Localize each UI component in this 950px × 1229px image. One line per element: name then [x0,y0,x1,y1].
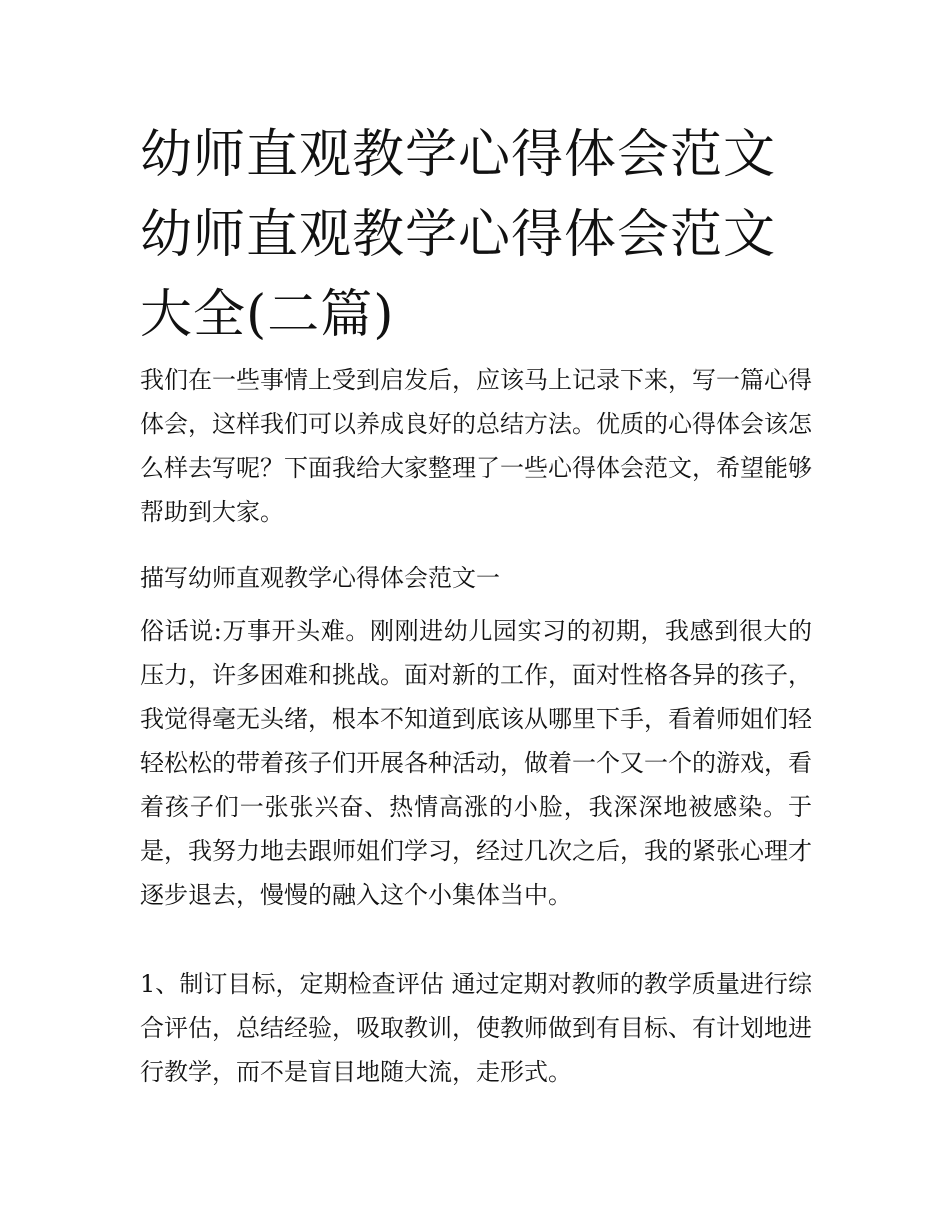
numbered-item: 1、制订目标，定期检查评估 通过定期对教师的教学质量进行综合评估，总结经验，吸取教训，使教师做到有目标、有计划地进行教学，而不是盲目地随大流，走形式。 [140,970,812,1086]
document-title: 幼师直观教学心得体会范文 幼师直观教学心得体会范文大全(二篇) [140,125,777,345]
section-heading: 描写幼师直观教学心得体会范文一 [140,564,500,592]
intro-paragraph: 我们在一些事情上受到启发后，应该马上记录下来，写一篇心得体会，这样我们可以养成良好的总结方法。优质的心得体会该怎么样去写呢？下面我给大家整理了一些心得体会范文，希望能够帮助到大家。 [140,366,812,526]
body-paragraph: 俗话说:万事开头难。刚刚进幼儿园实习的初期，我感到很大的压力，许多困难和挑战。面对新的工作，面对性格各异的孩子，我觉得毫无头绪，根本不知道到底该从哪里下手，看着师姐们轻轻松松的带着孩子们开展各种活动，做着一个又一个的游戏，看着孩子们一张张兴奋、热情高涨的小脸，我深深地被感染。于是，我努力地去跟师姐们学习，经过几次之后，我的紧张心理才逐步退去，慢慢的融入这个小集体当中。 [140,617,812,909]
